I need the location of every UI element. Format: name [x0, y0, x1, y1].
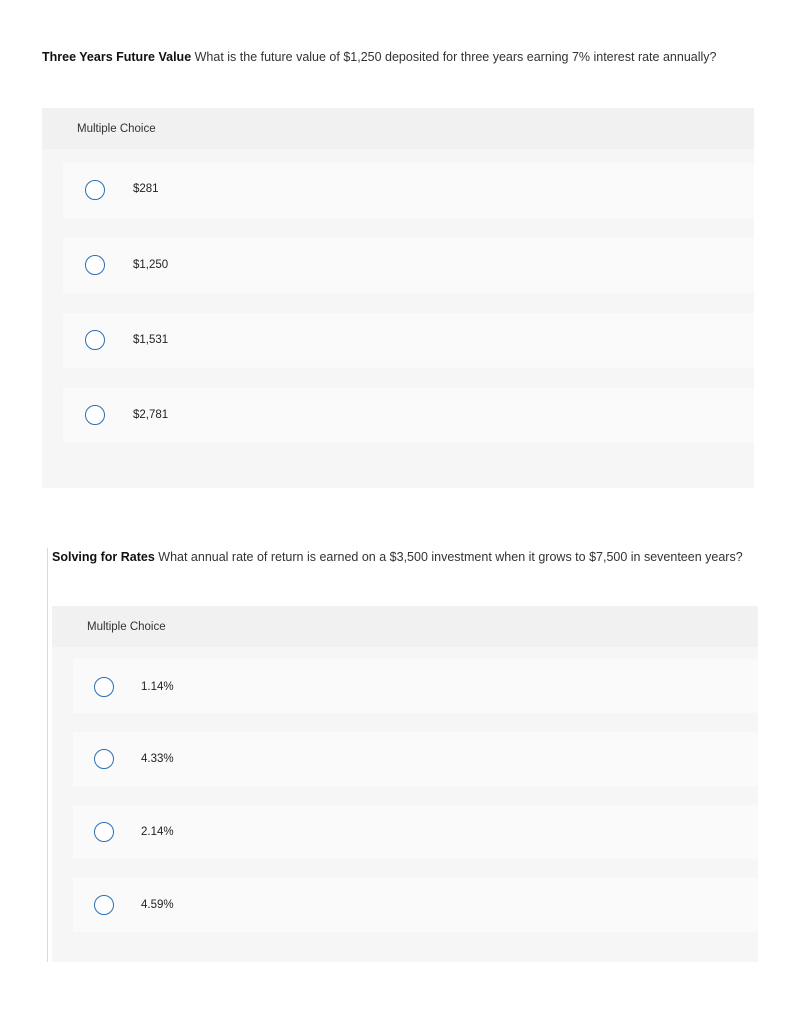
- answer-option-label: $1,250: [133, 259, 169, 271]
- answer-option[interactable]: [63, 388, 754, 443]
- answer-option[interactable]: [73, 878, 758, 932]
- answer-option-label: 2.14%: [141, 826, 174, 838]
- radio-button[interactable]: [94, 677, 114, 697]
- answer-option-label: $1,531: [133, 334, 169, 346]
- answer-option[interactable]: [73, 805, 758, 859]
- question-prompt: [42, 49, 716, 65]
- answer-option-label: 4.59%: [141, 899, 174, 911]
- multiple-choice-panel: [52, 606, 758, 962]
- multiple-choice-label: Multiple Choice: [87, 621, 166, 633]
- multiple-choice-header: [42, 108, 754, 149]
- radio-button[interactable]: [85, 180, 105, 200]
- question-title: Three Years Future Value: [42, 50, 192, 64]
- answer-option[interactable]: [73, 659, 758, 713]
- radio-button[interactable]: [94, 749, 114, 769]
- answer-option-label: $281: [133, 183, 159, 195]
- answer-option[interactable]: [63, 238, 754, 293]
- question-prompt: [52, 549, 743, 565]
- answer-option[interactable]: [63, 313, 754, 368]
- multiple-choice-label: Multiple Choice: [77, 123, 156, 135]
- answer-option-label: 1.14%: [141, 681, 174, 693]
- question-title: Solving for Rates: [52, 550, 155, 564]
- divider: [47, 548, 48, 962]
- answer-option-label: 4.33%: [141, 753, 174, 765]
- radio-button[interactable]: [85, 255, 105, 275]
- question-text: What is the future value of $1,250 deposited for three years earning 7% interest rate annually?: [191, 50, 717, 64]
- multiple-choice-header: [52, 606, 758, 647]
- radio-button[interactable]: [94, 895, 114, 915]
- answer-option-label: $2,781: [133, 409, 169, 421]
- radio-button[interactable]: [85, 330, 105, 350]
- question-text: What annual rate of return is earned on a $3,500 investment when it grows to $7,500 in seventeen years?: [154, 550, 743, 564]
- answer-option[interactable]: [63, 163, 754, 218]
- multiple-choice-panel: [42, 108, 754, 488]
- radio-button[interactable]: [94, 822, 114, 842]
- radio-button[interactable]: [85, 405, 105, 425]
- answer-option[interactable]: [73, 732, 758, 786]
